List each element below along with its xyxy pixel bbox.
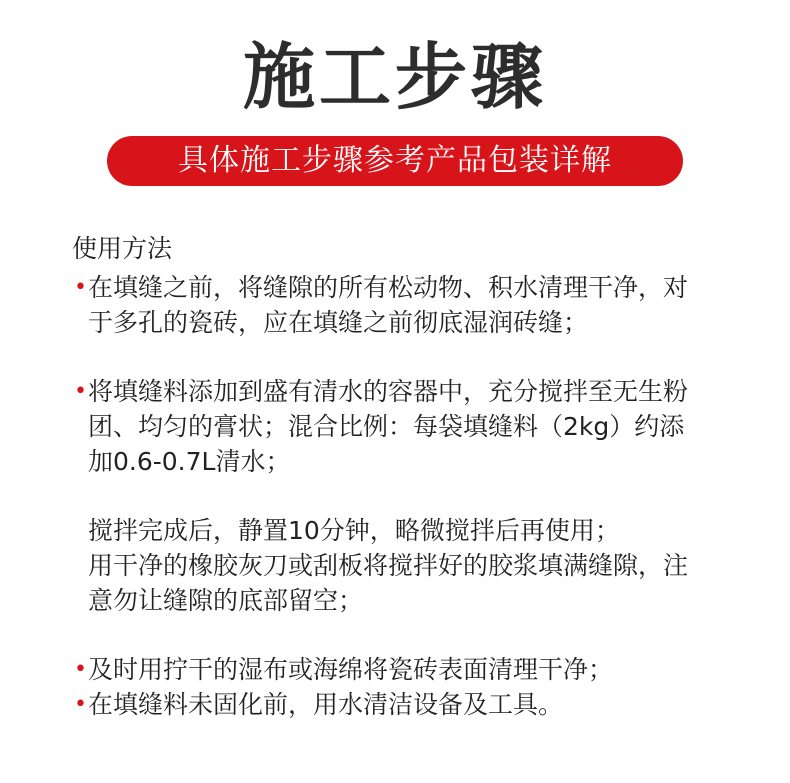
section-heading: 使用方法 — [72, 234, 173, 263]
text-line: 在填缝之前，将缝隙的所有松动物、积水清理干净，对 — [88, 273, 689, 302]
text-line: 将填缝料添加到盛有清水的容器中，充分搅拌至无生粉 — [88, 377, 689, 406]
text-line: 用干净的橡胶灰刀或刮板将搅拌好的胶浆填满缝隙，注 — [88, 551, 689, 580]
text-line: 在填缝料未固化前，用水清洁设备及工具。 — [88, 690, 564, 719]
list-item — [72, 270, 752, 340]
text-line: 加0.6-0.7L清水； — [88, 447, 291, 476]
bullet-dot-icon: • — [74, 379, 87, 404]
list-item — [72, 374, 752, 479]
bullet-dot-icon: • — [74, 692, 87, 717]
text-line: 搅拌完成后，静置10分钟，略微搅拌后再使用； — [88, 516, 620, 545]
instructions — [72, 232, 752, 722]
text-line: 意勿让缝隙的底部留空； — [88, 586, 364, 615]
subtitle-banner: 具体施工步骤参考产品包装详解 — [107, 136, 683, 186]
bullet-dot-icon: • — [74, 657, 87, 682]
text-line: 于多孔的瓷砖，应在填缝之前彻底湿润砖缝； — [88, 308, 589, 337]
list-item — [72, 513, 752, 618]
list-item — [72, 687, 752, 722]
text-line: 团、均匀的膏状；混合比例：每袋填缝料（2kg）约添 — [88, 412, 685, 441]
text-line: 及时用拧干的湿布或海绵将瓷砖表面清理干净； — [88, 655, 614, 684]
bullet-dot-icon: • — [74, 275, 87, 300]
page-title: 施工步骤 — [242, 35, 547, 119]
list-item — [72, 652, 752, 687]
